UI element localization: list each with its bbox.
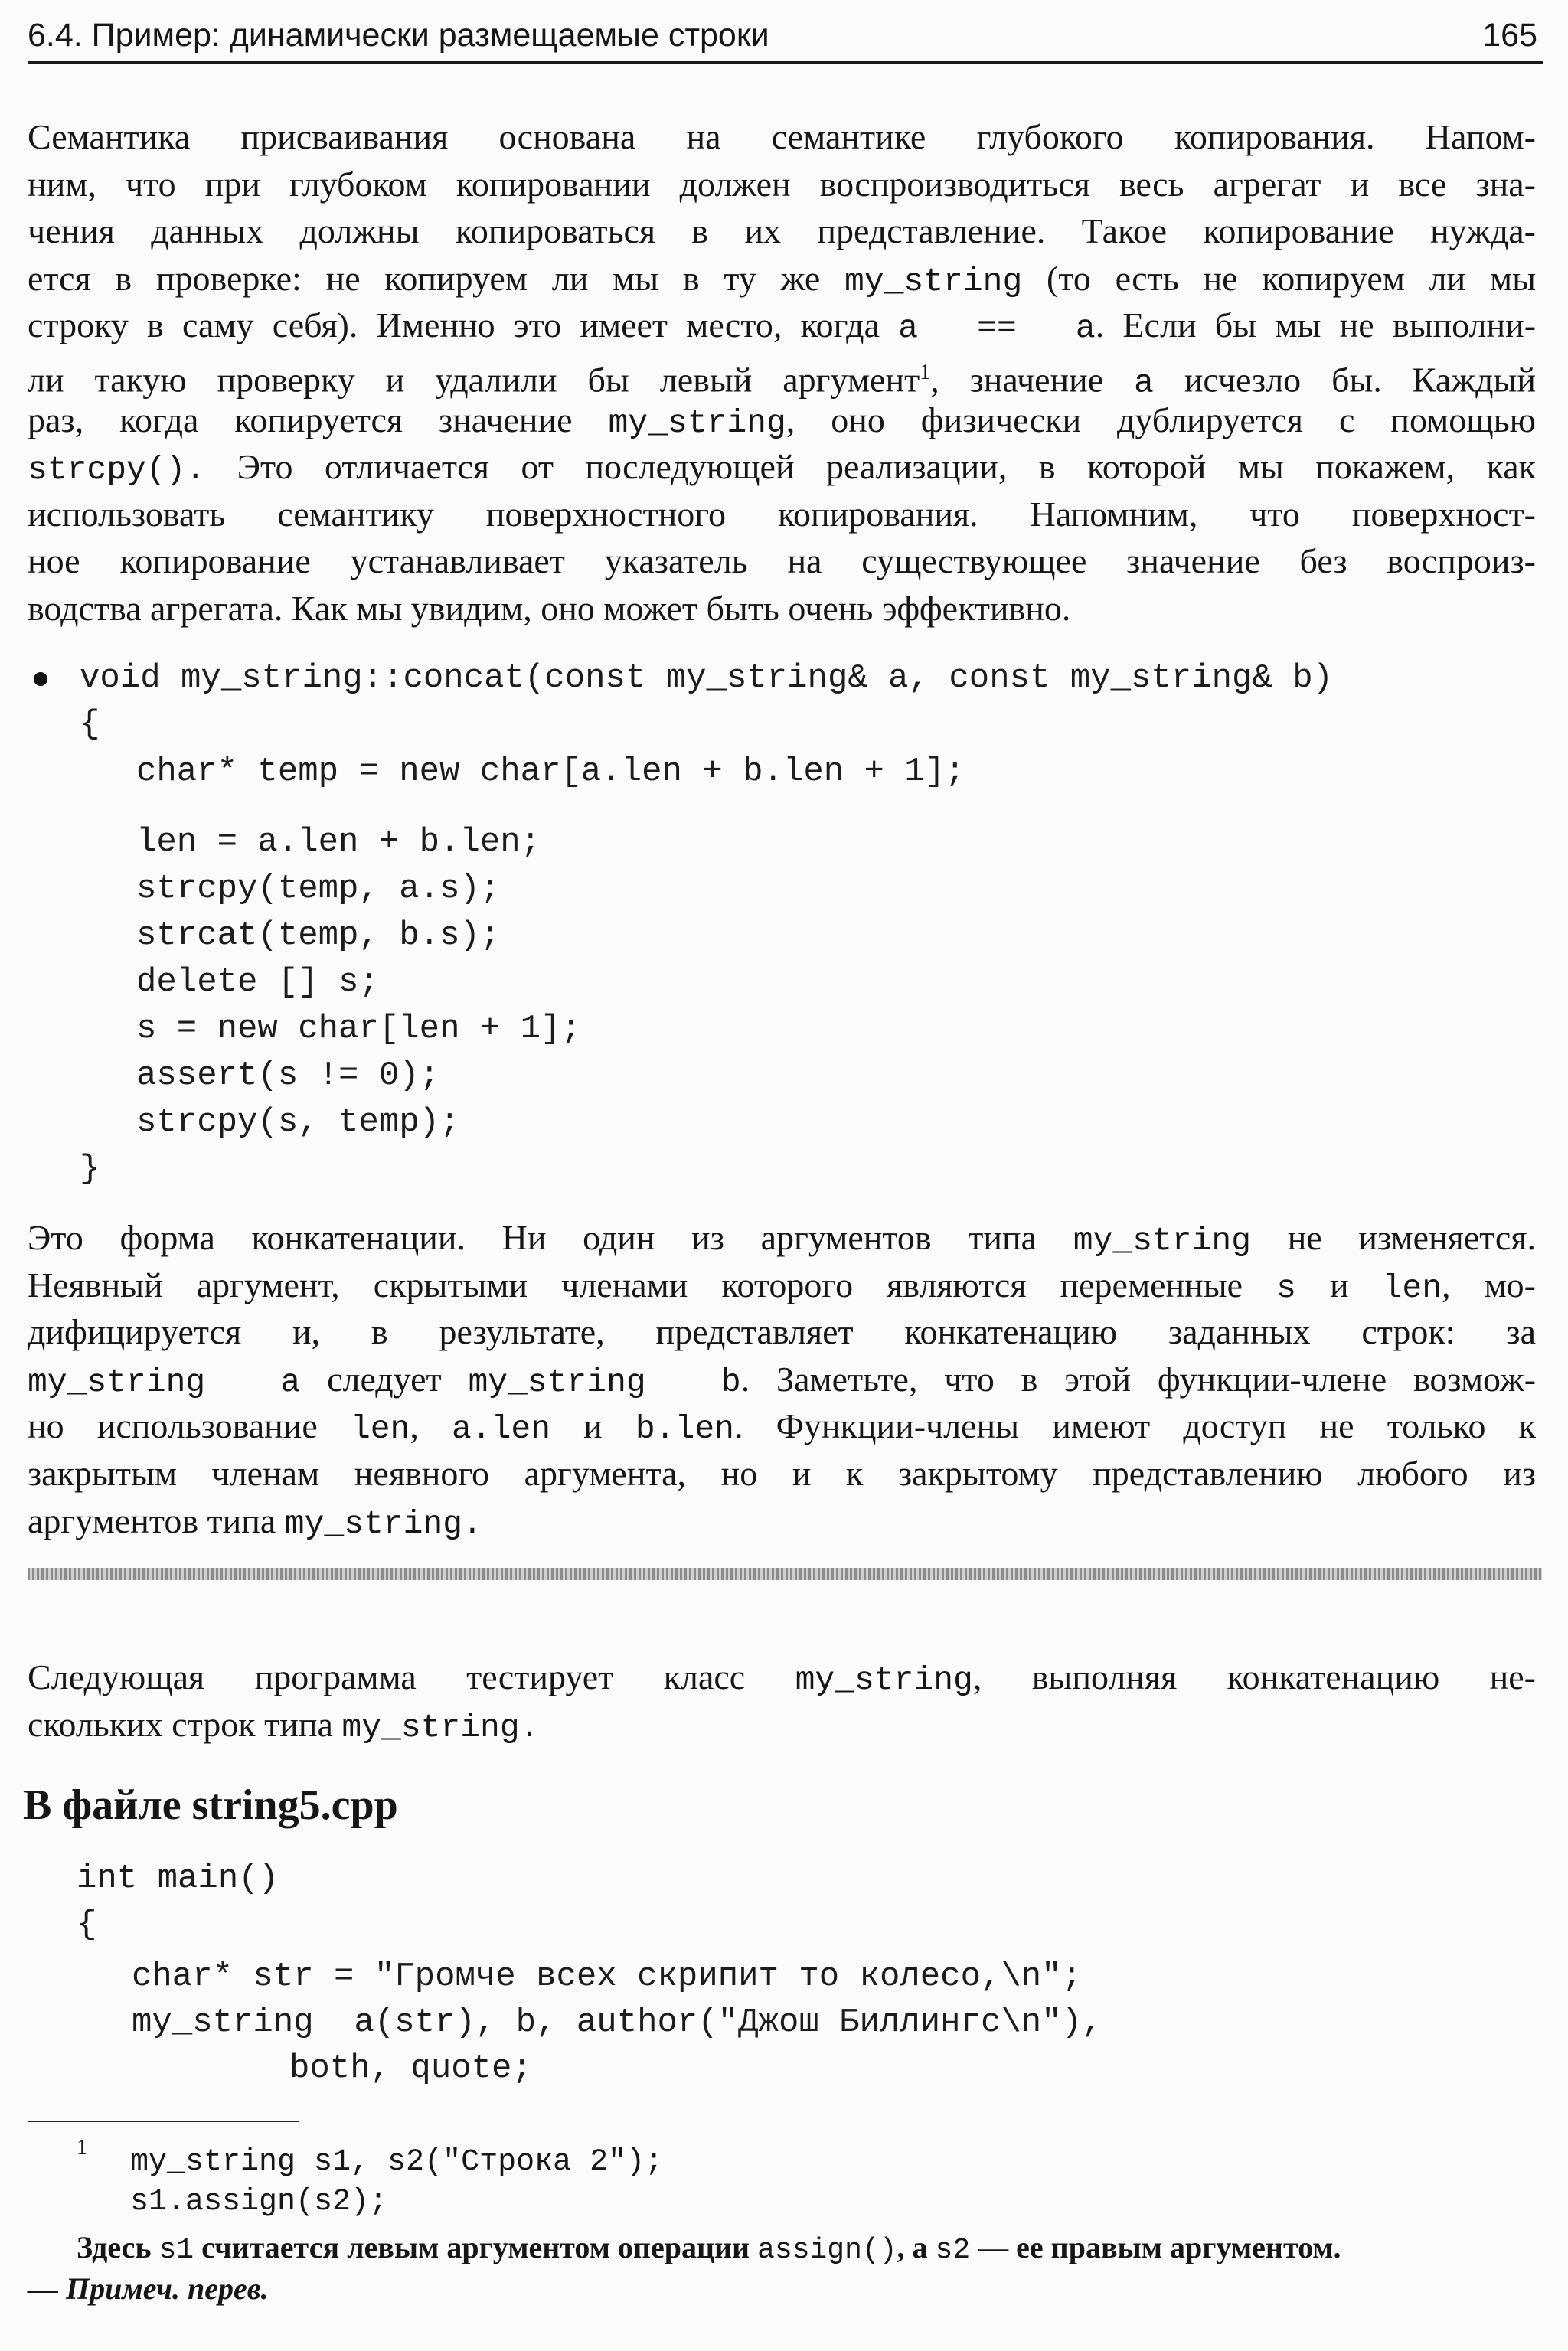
inline-code: my_string a	[28, 1363, 301, 1401]
inline-code: my_string	[795, 1661, 973, 1699]
text-line: Это форма конкатенации. Ни один из аргументов типа my_string не изменяется.	[28, 1218, 1537, 1259]
paragraph-assignment-semantics	[28, 113, 1536, 632]
text-line: скольких строк типа my_string.	[28, 1704, 540, 1746]
inline-code: my_string.	[284, 1504, 482, 1543]
code-line: int main()	[77, 1860, 279, 1898]
code-line: }	[80, 1150, 100, 1188]
inline-code: strcpy().	[28, 451, 206, 489]
section-divider	[28, 1568, 1542, 1580]
footnote-code-line: my_string s1, s2("Строка 2");	[130, 2145, 664, 2180]
code-line: strcpy(s, temp);	[136, 1103, 460, 1141]
text-line: strcpy(). Это отличается от последующей реализации, в которой мы покажем, как	[28, 447, 1536, 489]
inline-code: my_string b	[468, 1363, 741, 1401]
text-line: дифицируется и, в результате, представляет конкатенацию заданных строк: за	[28, 1312, 1536, 1352]
inline-code: s	[1276, 1269, 1296, 1307]
code-line: assert(s != 0);	[136, 1056, 440, 1095]
bullet-icon	[34, 672, 47, 686]
code-line: delete [] s;	[136, 963, 379, 1001]
footnote-number: 1	[77, 2136, 87, 2160]
translator-note: — Примеч. перев.	[28, 2271, 269, 2306]
paragraph-test-program	[28, 1654, 1536, 1748]
running-head	[28, 9, 1544, 64]
inline-code: my_string.	[341, 1708, 540, 1746]
inline-code: assign()	[757, 2234, 897, 2267]
inline-code: a == a	[898, 309, 1096, 348]
text-line: ли такую проверку и удалили бы левый аргумент$^1$, значение a исчезло бы. Каждый	[28, 360, 1536, 402]
code-line: {	[80, 705, 100, 743]
text-line: Неявный аргумент, скрытыми членами которого являются переменные s и len, мо-	[28, 1265, 1536, 1307]
text-line: закрытым членам неявного аргумента, но и к закрытому представлению любого из	[28, 1453, 1536, 1493]
text-line: ется в проверке: не копируем ли мы в ту же my_string (то есть не копируем ли мы	[28, 258, 1536, 300]
text-line: Следующая программа тестирует класс my_string, выполняя конкатенацию не-	[28, 1657, 1536, 1699]
inline-code: a	[1134, 364, 1154, 402]
code-line: s = new char[len + 1];	[136, 1010, 581, 1048]
text-line: ное копирование устанавливает указатель на существующее значение без воспроиз-	[28, 541, 1536, 581]
inline-code: my_string	[1073, 1222, 1252, 1259]
paragraph-concatenation	[28, 1214, 1536, 1544]
text-line: Семантика присваивания основана на семантике глубокого копирования. Напом-	[28, 117, 1536, 156]
code-line: void my_string::concat(const my_string& a, const my_string& b)	[80, 659, 1334, 697]
code-line: strcpy(temp, a.s);	[136, 870, 501, 908]
text-line: чения данных должны копироваться в их представление. Такое копирование нужда-	[28, 211, 1536, 251]
inline-code: s1	[158, 2234, 194, 2267]
text-line: но использование len, a.len и b.len. Функции-члены имеют доступ не только к	[28, 1406, 1537, 1448]
code-line: char* temp = new char[a.len + b.len + 1];	[136, 753, 965, 791]
text-line: my_string a следует my_string b. Заметьте, что в этой функции-члене возмож-	[28, 1359, 1537, 1401]
inline-code: my_string	[608, 403, 786, 442]
code-line: char* str = "Громче всех скрипит то колесо,\n";	[132, 1958, 1083, 1996]
text-line: ним, что при глубоком копировании должен воспроизводиться весь агрегат и все зна-	[28, 164, 1536, 204]
code-line: strcat(temp, b.s);	[136, 916, 501, 955]
text-line: строку в саму себя). Именно это имеет место, когда a == a. Если бы мы не выполни-	[28, 305, 1537, 348]
code-line: my_string a(str), b, author("Джош Биллингс\n"),	[132, 2003, 1102, 2042]
text-line: водства агрегата. Как мы увидим, оно может быть очень эффективно.	[28, 588, 1071, 628]
code-line: len = a.len + b.len;	[136, 823, 541, 861]
footnote-text: Здесь s1 считается левым аргументом операции assign(), а s2 — ее правым аргументом.	[77, 2230, 1341, 2267]
footnote-code-line: s1.assign(s2);	[130, 2185, 388, 2219]
inline-code: len	[350, 1410, 410, 1448]
page-number: 165	[1482, 17, 1537, 54]
inline-code: a.len	[452, 1410, 551, 1448]
footnote-rule	[28, 2121, 299, 2122]
code-line: {	[77, 1905, 97, 1944]
file-heading: В файле string5.cpp	[23, 1781, 398, 1829]
text-line: аргументов типа my_string.	[28, 1500, 482, 1543]
inline-code: len	[1382, 1269, 1442, 1307]
code-line: both, quote;	[289, 2049, 532, 2088]
inline-code: s2	[935, 2234, 971, 2267]
footnote-ref: 1	[920, 360, 931, 384]
text-line: использовать семантику поверхностного копирования. Напомним, что поверхност-	[28, 494, 1536, 534]
inline-code: my_string	[844, 262, 1023, 300]
inline-code: b.len	[635, 1410, 734, 1448]
text-line: раз, когда копируется значение my_string, оно физически дублируется с помощью	[28, 400, 1536, 442]
section-title: 6.4. Пример: динамически размещаемые строки	[28, 17, 769, 54]
